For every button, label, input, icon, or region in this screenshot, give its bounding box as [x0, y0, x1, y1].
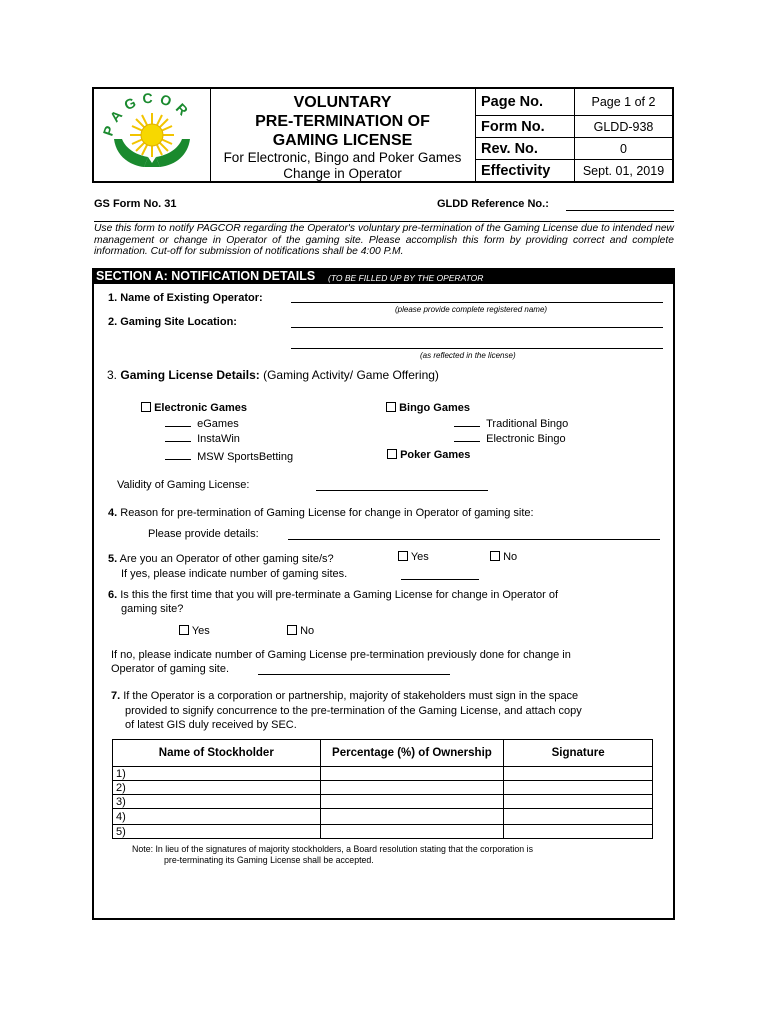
- q5-yes-label: Yes: [410, 551, 429, 563]
- row-number[interactable]: 4): [113, 809, 321, 825]
- egames-option[interactable]: [165, 417, 239, 430]
- q5-number: 5.: [108, 553, 118, 565]
- logo-cell: [94, 89, 211, 181]
- percentage-cell[interactable]: [320, 781, 504, 795]
- electronic-games-option[interactable]: [141, 402, 247, 414]
- q6-no-checkbox[interactable]: [287, 625, 297, 635]
- q3-heading: [107, 368, 439, 382]
- meta-value: Sept. 01, 2019: [582, 163, 665, 178]
- gs-form-number: GS Form No. 31: [94, 198, 177, 210]
- bingo-games-label: Bingo Games: [399, 402, 470, 414]
- q2-hint: (as reflected in the license): [420, 351, 516, 360]
- q6-number: 6.: [108, 589, 118, 601]
- instawin-blank[interactable]: [165, 432, 191, 442]
- meta-label: Page No.: [475, 89, 575, 115]
- meta-label: Form No.: [475, 116, 575, 137]
- meta-row-page: [475, 89, 672, 116]
- q7-line-1: If the Operator is a corporation or partnership, majority of stakeholders must sign in the space: [123, 690, 579, 702]
- electronic-games-checkbox[interactable]: [141, 402, 151, 412]
- table-row[interactable]: [113, 809, 653, 825]
- q6-followup-line-2: Operator of gaming site.: [111, 663, 230, 675]
- q2-label: 2. Gaming Site Location:: [108, 316, 237, 328]
- meta-value: Page 1 of 2: [591, 95, 656, 109]
- meta-row-effectivity: [475, 160, 672, 181]
- subtitle-line-2: Change in Operator: [283, 166, 402, 181]
- signature-cell[interactable]: [504, 795, 653, 809]
- title-line-3: GAMING LICENSE: [272, 132, 413, 149]
- q6-line-2: gaming site?: [121, 603, 184, 615]
- q5-no-checkbox[interactable]: [490, 551, 500, 561]
- q7-number: 7.: [111, 690, 121, 702]
- poker-games-checkbox[interactable]: [387, 449, 397, 459]
- gldd-reference-field[interactable]: [566, 210, 674, 211]
- gldd-reference-label: GLDD Reference No.:: [437, 198, 549, 210]
- signature-cell[interactable]: [504, 809, 653, 825]
- q5-yes-checkbox[interactable]: [398, 551, 408, 561]
- meta-label: Rev. No.: [475, 138, 575, 159]
- meta-row-form: [475, 116, 672, 138]
- section-a-note: (TO BE FILLED UP BY THE OPERATOR: [328, 273, 484, 283]
- q6-no-option[interactable]: [287, 625, 314, 637]
- q6-line-1: Is this the first time that you will pre-terminate a Gaming License for change in Operator of: [120, 589, 559, 601]
- table-row[interactable]: [113, 795, 653, 809]
- traditional-bingo-blank[interactable]: [454, 417, 480, 427]
- table-row[interactable]: [113, 781, 653, 795]
- meta-table: [475, 89, 672, 181]
- percentage-cell[interactable]: [320, 825, 504, 839]
- meta-value: GLDD-938: [593, 119, 654, 134]
- q1-hint: (please provide complete registered name): [395, 305, 548, 314]
- q3-suffix: (Gaming Activity/ Game Offering): [263, 368, 439, 382]
- q5-yes-option[interactable]: [398, 551, 429, 563]
- electronic-bingo-label: Electronic Bingo: [486, 433, 566, 445]
- section-a-header: [92, 268, 675, 284]
- site-location-field-2[interactable]: [291, 348, 663, 349]
- bingo-games-checkbox[interactable]: [386, 402, 396, 412]
- poker-games-option[interactable]: [387, 449, 470, 461]
- table-row[interactable]: [113, 767, 653, 781]
- instructions-text: Use this form to notify PAGCOR regarding the Operator's voluntary pre-termination of the Gaming License due to intended new management or change in Operator of the gaming site. Please accomplish this form by providing correct and complete information. Cut-off for submission of notifications shall be 4:00 P.M.: [94, 223, 674, 257]
- pretermination-count-field[interactable]: [258, 674, 450, 675]
- msw-label: MSW SportsBetting: [197, 451, 294, 463]
- q3-number: 3.: [107, 368, 118, 382]
- q5-text: [108, 553, 334, 565]
- q6-yes-checkbox[interactable]: [179, 625, 189, 635]
- q4-text: [108, 507, 534, 519]
- q3-label: Gaming License Details:: [120, 368, 260, 382]
- percentage-cell[interactable]: [320, 809, 504, 825]
- row-number[interactable]: 5): [113, 825, 321, 839]
- table-row[interactable]: [113, 825, 653, 839]
- validity-label: Validity of Gaming License:: [117, 479, 250, 491]
- q7-line-3: of latest GIS duly received by SEC.: [125, 719, 297, 731]
- q6-yes-label: Yes: [191, 625, 210, 637]
- logo-text: PAGCOR: [99, 89, 196, 138]
- q5-no-label: No: [503, 551, 518, 563]
- q1-label: 1. Name of Existing Operator:: [108, 292, 263, 304]
- pagcor-logo: [94, 89, 210, 181]
- reason-details-field[interactable]: [288, 539, 660, 540]
- signature-cell[interactable]: [504, 825, 653, 839]
- operator-name-field[interactable]: [291, 302, 663, 303]
- title-line-2: PRE-TERMINATION OF: [255, 113, 430, 130]
- q4-question: Reason for pre-termination of Gaming License for change in Operator of gaming site:: [120, 507, 534, 519]
- msw-blank[interactable]: [165, 450, 191, 460]
- percentage-cell[interactable]: [320, 795, 504, 809]
- title-line-1: VOLUNTARY: [293, 94, 392, 111]
- bingo-games-option[interactable]: [386, 402, 470, 414]
- header-percentage: Percentage (%) of Ownership: [320, 740, 504, 767]
- validity-field[interactable]: [316, 490, 488, 491]
- q6-followup-line-1: If no, please indicate number of Gaming License pre-termination previously done for change in: [111, 649, 571, 661]
- title-cell: [210, 89, 476, 181]
- gaming-sites-count-field[interactable]: [401, 579, 479, 580]
- electronic-bingo-option[interactable]: [454, 432, 566, 445]
- q5-no-option[interactable]: [490, 551, 517, 563]
- instawin-option[interactable]: [165, 432, 240, 445]
- q6-no-label: No: [300, 625, 315, 637]
- row-number[interactable]: 1): [113, 767, 321, 781]
- q6-yes-option[interactable]: [179, 625, 210, 637]
- q5-question: Are you an Operator of other gaming site/s?: [119, 553, 334, 565]
- instawin-label: InstaWin: [197, 433, 240, 445]
- poker-games-label: Poker Games: [400, 449, 471, 461]
- subtitle-line-1: For Electronic, Bingo and Poker Games: [223, 150, 462, 165]
- note-line-1: Note: In lieu of the signatures of majority stockholders, a Board resolution stating that the corporation is: [132, 844, 533, 854]
- table-header-row: [113, 740, 653, 767]
- meta-label: Effectivity: [475, 160, 575, 181]
- meta-row-rev: [475, 138, 672, 160]
- electronic-games-label: Electronic Games: [154, 402, 247, 414]
- signature-cell[interactable]: [504, 781, 653, 795]
- signature-cell[interactable]: [504, 767, 653, 781]
- stockholder-table: [112, 739, 653, 839]
- electronic-bingo-blank[interactable]: [454, 432, 480, 442]
- q4-details-label: Please provide details:: [148, 528, 259, 540]
- q7-line-2: provided to signify concurrence to the pre-termination of the Gaming License, and attach copy: [125, 705, 582, 717]
- traditional-bingo-label: Traditional Bingo: [486, 418, 569, 430]
- msw-option[interactable]: [165, 450, 293, 463]
- note-line-2: pre-terminating its Gaming License shall be accepted.: [164, 855, 374, 865]
- header-signature: Signature: [504, 740, 653, 767]
- form-header: [92, 87, 674, 183]
- row-number[interactable]: 3): [113, 795, 321, 809]
- site-location-field-1[interactable]: [291, 327, 663, 328]
- q4-number: 4.: [108, 507, 118, 519]
- q6-text: [108, 589, 663, 601]
- q7-text: [111, 690, 578, 702]
- section-a-title: SECTION A: NOTIFICATION DETAILS: [96, 269, 316, 283]
- header-stockholder: Name of Stockholder: [113, 740, 321, 767]
- egames-label: eGames: [197, 418, 239, 430]
- meta-value: 0: [620, 141, 627, 156]
- row-number[interactable]: 2): [113, 781, 321, 795]
- traditional-bingo-option[interactable]: [454, 417, 568, 430]
- percentage-cell[interactable]: [320, 767, 504, 781]
- q5-sub: If yes, please indicate number of gaming sites.: [121, 568, 348, 580]
- egames-blank[interactable]: [165, 417, 191, 427]
